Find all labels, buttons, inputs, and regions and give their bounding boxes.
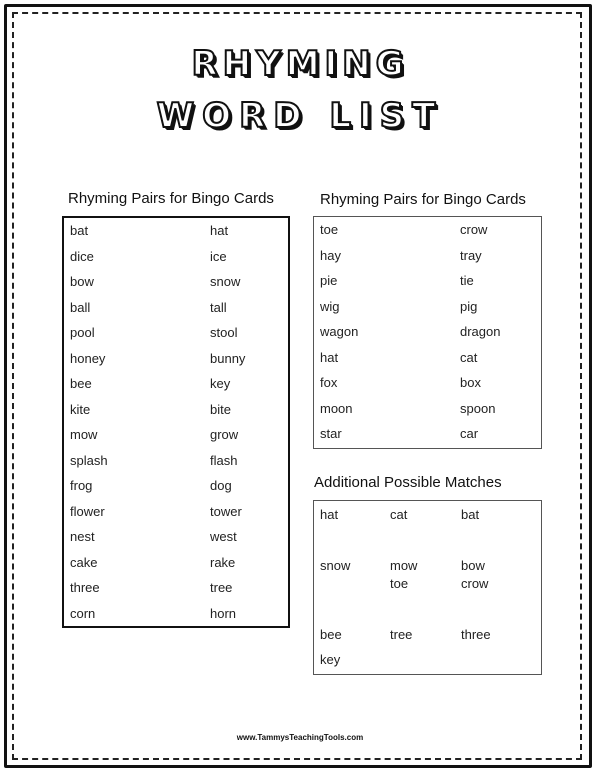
word-right-column: pig: [460, 298, 478, 314]
word-right-column: hat: [210, 223, 229, 238]
word-left-column: corn: [70, 605, 96, 621]
word-left-column: splash: [70, 452, 108, 468]
word-left-column: ball: [70, 299, 91, 315]
word-left-column: wig: [320, 298, 340, 314]
word-right-column: dragon: [460, 324, 501, 339]
word-left-column: pie: [320, 273, 338, 288]
word-left-column: cake: [70, 554, 98, 570]
additional-heading: Additional Possible Matches: [314, 474, 502, 491]
word-left-column: fox: [320, 375, 338, 390]
word-right-column: key: [210, 376, 231, 391]
match-word: hat: [320, 507, 339, 522]
word-right-column: stool: [210, 325, 238, 340]
match-word: bow: [461, 558, 485, 573]
word-right-column: bunny: [210, 350, 246, 366]
word-left-column: pool: [70, 325, 95, 340]
word-left-column: star: [320, 426, 342, 441]
word-right-column: bite: [210, 401, 231, 417]
match-word: three: [461, 627, 491, 642]
word-left-column: hay: [320, 247, 341, 263]
additional-matches-table: [313, 500, 542, 675]
word-left-column: toe: [320, 222, 339, 237]
word-right-column: tie: [460, 273, 474, 288]
word-left-column: honey: [70, 350, 106, 366]
word-right-column: car: [460, 426, 479, 441]
word-left-column: flower: [70, 503, 105, 519]
word-left-column: nest: [70, 529, 95, 544]
word-left-column: moon: [320, 400, 353, 416]
word-left-column: wagon: [320, 324, 359, 339]
word-left-column: dice: [70, 248, 94, 264]
word-right-column: rake: [210, 554, 236, 570]
word-left-column: bee: [70, 376, 92, 391]
title-line-1: RHYMING: [191, 44, 409, 84]
match-word: bee: [320, 627, 342, 642]
match-word: key: [320, 652, 341, 667]
word-left-column: mow: [70, 427, 98, 442]
word-right-column: tray: [460, 247, 482, 263]
word-right-column: west: [210, 529, 237, 544]
word-left-column: bow: [70, 274, 94, 289]
right-rhyme-table: [313, 216, 542, 449]
match-word: mow: [390, 558, 418, 573]
word-right-column: horn: [210, 605, 237, 621]
left-rhyme-table: [62, 216, 290, 628]
match-word: cat: [390, 507, 408, 522]
word-right-column: spoon: [460, 400, 496, 416]
left-table-heading: Rhyming Pairs for Bingo Cards: [68, 190, 274, 207]
match-word: crow: [461, 576, 489, 591]
word-left-column: bat: [70, 223, 89, 238]
match-word: snow: [320, 558, 351, 573]
title-line-2: WORD LIST: [156, 96, 444, 136]
word-right-column: flash: [210, 452, 238, 468]
word-right-column: tower: [210, 503, 242, 519]
word-right-column: dog: [210, 478, 232, 493]
match-word: bat: [461, 507, 480, 522]
word-right-column: grow: [210, 427, 239, 442]
word-right-column: cat: [460, 349, 478, 365]
word-left-column: frog: [70, 478, 93, 493]
word-right-column: tall: [210, 299, 227, 315]
word-right-column: ice: [210, 248, 227, 264]
right-table-heading: Rhyming Pairs for Bingo Cards: [320, 191, 526, 208]
word-left-column: three: [70, 580, 100, 595]
word-right-column: snow: [210, 274, 241, 289]
word-right-column: box: [460, 375, 481, 390]
word-right-column: tree: [210, 580, 233, 595]
word-left-column: kite: [70, 401, 91, 417]
footer-website: www.TammysTeachingTools.com: [236, 733, 364, 742]
word-right-column: crow: [460, 222, 488, 237]
match-word: toe: [390, 576, 409, 591]
match-word: tree: [390, 627, 413, 642]
word-left-column: hat: [320, 349, 339, 365]
